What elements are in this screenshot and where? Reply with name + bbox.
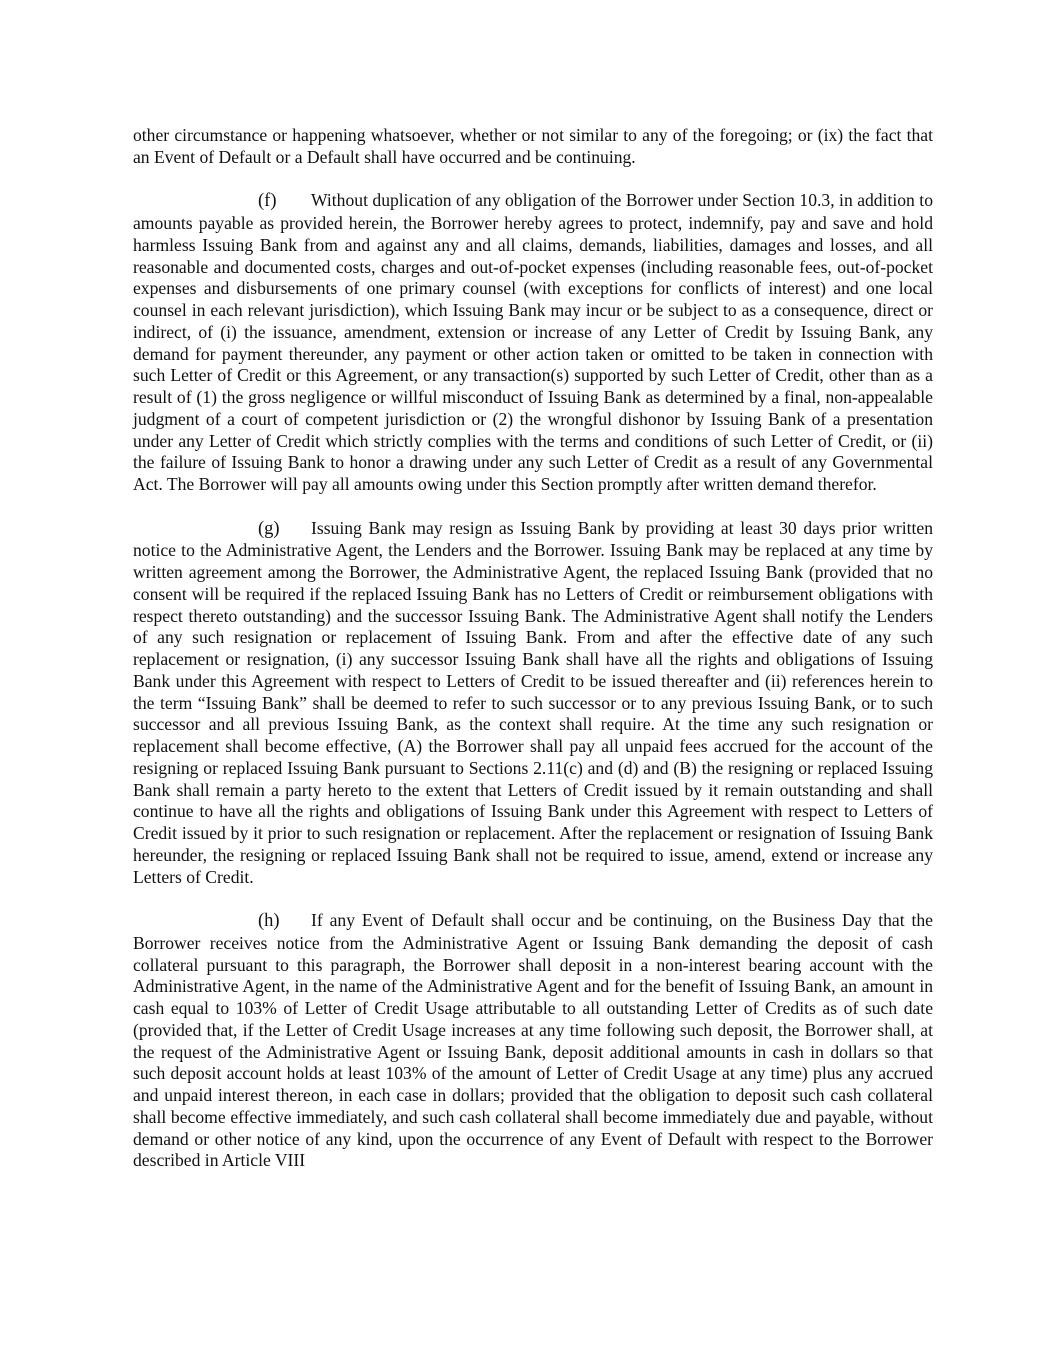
paragraph-marker: (f) bbox=[258, 191, 277, 212]
paragraph-text: Issuing Bank may resign as Issuing Bank by providing at least 30 days prior written notice to the Administrative Agent, the Lenders and the Borrower. Issuing Bank may be replaced at any time by written agreement among the Borrower, the Administrative Agent, the replaced Issuing Bank (provided that no consent will be required if the replaced Issuing Bank has no Letters of Credit or reimbursement obligations with respect thereto outstanding) and the successor Issuing Bank. The Administrative Agent shall notify the Lenders of any such resignation or replacement of Issuing Bank. From and after the effective date of any such replacement or resignation, (i) any successor Issuing Bank shall have all the rights and obligations of Issuing Bank under this Agreement with respect to Letters of Credit to be issued thereafter and (ii) references herein to the term “Issuing Bank” shall be deemed to refer to such successor or to any previous Issuing Bank, or to such successor and all previous Issuing Bank, as the context shall require. At the time any such resignation or replacement shall become effective, (A) the Borrower shall pay all unpaid fees accrued for the account of the resigning or replaced Issuing Bank pursuant to Sections 2.11(c) and (d) and (B) the resigning or replaced Issuing Bank shall remain a party hereto to the extent that Letters of Credit issued by it remain outstanding and shall continue to have all the rights and obligations of Issuing Bank under this Agreement with respect to Letters of Credit issued by it prior to such resignation or replacement. After the replacement or resignation of Issuing Bank hereunder, the resigning or replaced Issuing Bank shall not be required to issue, amend, extend or increase any Letters of Credit. bbox=[133, 517, 933, 887]
document-page bbox=[133, 125, 933, 1172]
paragraph-text: If any Event of Default shall occur and be continuing, on the Business Day that the Borrower receives notice from the Administrative Agent or Issuing Bank demanding the deposit of cash collateral pursuant to this paragraph, the Borrower shall deposit in a non-interest bearing account with the Administrative Agent, in the name of the Administrative Agent and for the benefit of Issuing Bank, an amount in cash equal to 103% of Letter of Credit Usage attributable to all outstanding Letter of Credits as of such date (provided that, if the Letter of Credit Usage increases at any time following such deposit, the Borrower shall, at the request of the Administrative Agent or Issuing Bank, deposit additional amounts in cash in dollars so that such deposit account holds at least 103% of the amount of Letter of Credit Usage at any time) plus any accrued and unpaid interest thereon, in each case in dollars; provided that the obligation to deposit such cash collateral shall become effective immediately, and such cash collateral shall become immediately due and payable, without demand or other notice of any kind, upon the occurrence of any Event of Default with respect to the Borrower described in Article VIII bbox=[133, 910, 933, 1171]
paragraph-h bbox=[133, 910, 933, 1172]
paragraph-marker: (h) bbox=[258, 911, 280, 931]
paragraph-text: Without duplication of any obligation of the Borrower under Section 10.3, in addition to amounts payable as provided herein, the Borrower hereby agrees to protect, indemnify, pay and save and hold harmless Issuing Bank from and against any and all claims, demands, liabilities, damages and losses, and all reasonable and documented costs, charges and out-of-pocket expenses (including reasonable fees, out-of-pocket expenses and disbursements of one primary counsel (with exceptions for conflicts of interest) and one local counsel in each relevant jurisdiction), which Issuing Bank may incur or be subject to as a consequence, direct or indirect, of (i) the issuance, amendment, extension or increase of any Letter of Credit by Issuing Bank, any demand for payment thereunder, any payment or other action taken or omitted to be taken in connection with such Letter of Credit or this Agreement, or any transaction(s) supported by such Letter of Credit, other than as a result of (1) the gross negligence or willful misconduct of Issuing Bank as determined by a final, non-appealable judgment of a court of competent jurisdiction or (2) the wrongful dishonor by Issuing Bank of a presentation under any Letter of Credit which strictly complies with the terms and conditions of such Letter of Credit, or (ii) the failure of Issuing Bank to honor a drawing under any such Letter of Credit as a result of any Governmental Act. The Borrower will pay all amounts owing under this Section promptly after written demand therefor. bbox=[133, 190, 933, 494]
paragraph-g bbox=[133, 518, 933, 889]
paragraph-f bbox=[133, 190, 933, 496]
paragraph-text: other circumstance or happening whatsoever, whether or not similar to any of the foregoing; or (ix) the fact that an Event of Default or a Default shall have occurred and be continuing. bbox=[133, 125, 933, 167]
paragraph-continuation bbox=[133, 125, 933, 169]
paragraph-marker: (g) bbox=[258, 518, 280, 539]
